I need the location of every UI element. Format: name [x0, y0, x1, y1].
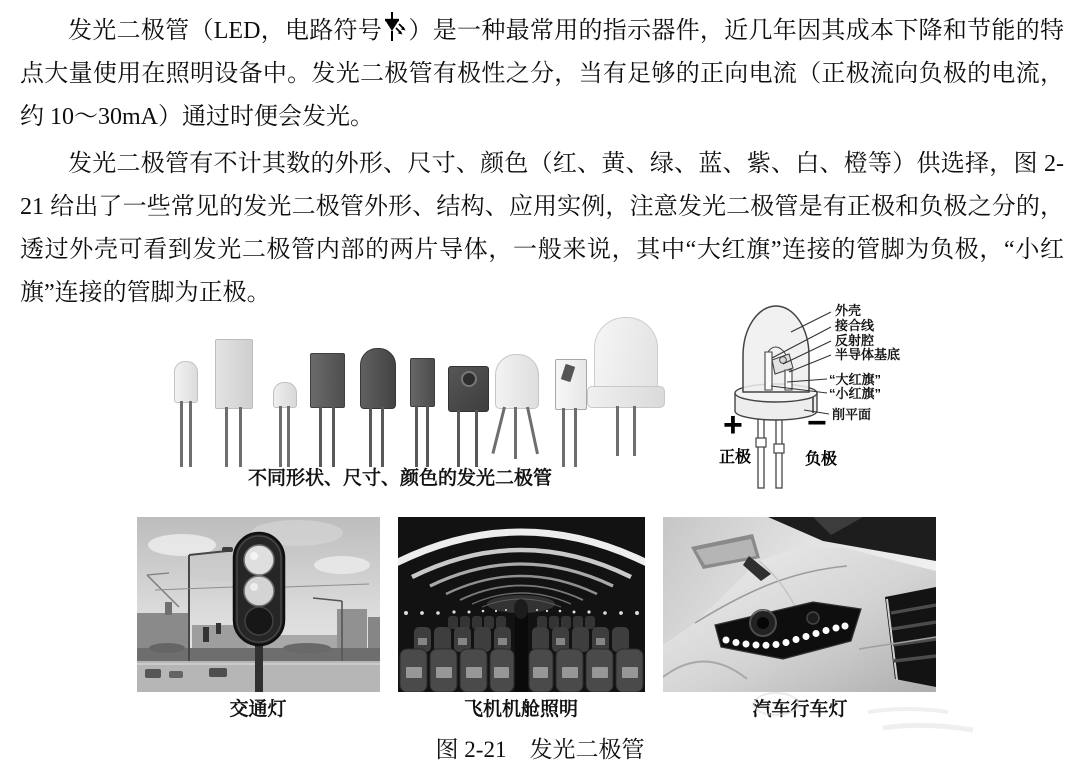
led-structure-drawing — [715, 294, 1080, 492]
paragraph-led-varieties: 发光二极管有不计其数的外形、尺寸、颜色（红、黄、绿、蓝、紫、白、橙等）供选择，图 2-21 给出了一些常见的发光二极管外形、结构、应用实例，注意发光二极管是有正极和负极之分的，透过外壳可看到发光二极管内部的两片导体，一般来说，其中“大红旗”连接的管脚为负极，“小红旗”连接的管脚为正极。 — [20, 151, 1064, 306]
watermark — [748, 690, 1008, 746]
plus-sign: + — [723, 406, 743, 444]
montage-caption: 不同形状、尺寸、颜色的发光二极管 — [247, 468, 553, 489]
led-lens-dot — [461, 371, 477, 387]
led-structure-diagram — [715, 294, 1080, 492]
paragraph-text: ）是一种最常用的指示器件，近几年因其成本下降和节能的特点大量使用在照明设备中。发光二极管有极性之分，当有足够的正向电流（正极流向负极的电流，约 10～30mA）通过时便会发光。 — [20, 18, 1065, 130]
led-tiny-dome — [273, 382, 297, 408]
caption-car-light: 汽车行车灯 — [752, 699, 848, 720]
label-big-red-flag: “大红旗” — [829, 372, 882, 387]
label-semiconductor-base: 半导体基底 — [835, 347, 901, 362]
label-flat-edge: 削平面 — [832, 407, 872, 422]
led-dark-bullet — [360, 348, 396, 409]
led-circuit-symbol-icon — [383, 12, 407, 42]
cathode-label: 负极 — [805, 451, 838, 468]
traffic-light-photo — [137, 517, 380, 692]
caption-airplane-cabin: 飞机机舱照明 — [463, 699, 579, 720]
led-small-white-dome — [174, 361, 198, 403]
label-reflector-cavity: 反射腔 — [835, 333, 875, 348]
anode-label: 正极 — [719, 449, 752, 466]
label-small-red-flag: “小红旗” — [829, 386, 882, 401]
led-big-flange — [587, 386, 665, 408]
car-drl-photo — [663, 517, 936, 692]
minus-sign: − — [807, 404, 827, 442]
led-flat-white-rect — [215, 339, 253, 409]
led-big-white-dome — [594, 317, 658, 391]
paragraph-led-intro — [20, 10, 1064, 139]
paragraph-text: 发光二极管（LED，电路符号 — [68, 18, 383, 44]
figure-caption: 图 2-21 发光二极管 — [435, 737, 645, 762]
led-montage-photo — [170, 305, 670, 470]
caption-traffic-light: 交通灯 — [229, 699, 287, 720]
airplane-cabin-photo — [398, 517, 645, 692]
led-white-dome — [495, 354, 539, 409]
led-flat-dark-rect — [310, 353, 345, 408]
label-bond-wire: 接合线 — [835, 318, 875, 333]
led-small-dark-rect — [410, 358, 435, 407]
label-shell: 外壳 — [835, 303, 862, 318]
